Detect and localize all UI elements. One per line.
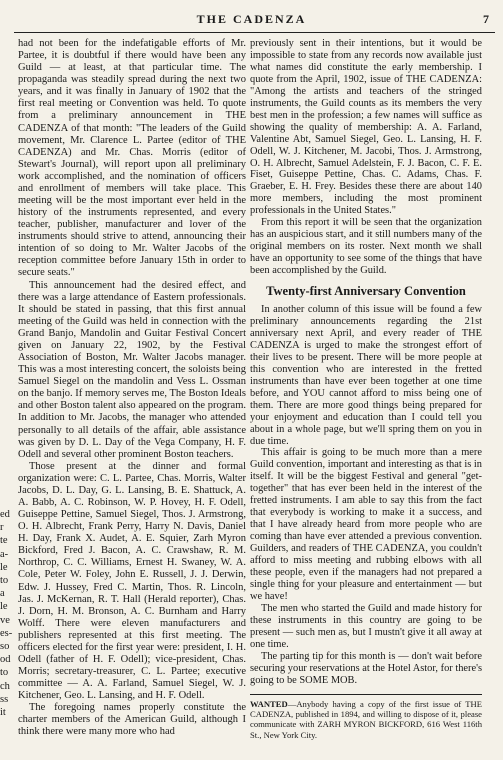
paragraph: This announcement had the desired effect, and there was a large attendance of Eastern professionals. It should be stated in passing, that this first annual meeting of the Guild was held in connection with the Grand Banjo, Mandolin and Guitar Festival Concert given on January 22, 1902, by the Festival Association of Boston, Mr. Walter Jacobs manager. This was a most interesting concert, the soloists being Samuel Siegel on the mandolin and Vess L. Ossman on the banjo. If memory serves me, The Boston Ideals and other Boston talent also appeared on the program. In addition to Mr. Jacobs, the manager who attended personally to all details of the affair, able assistance was given by D. L. Day of the Vega Company, H. F. Odell and several other prominent Boston teachers.: [18, 279, 246, 460]
page-number: 7: [483, 12, 489, 26]
paragraph: The parting tip for this month is — don't wait before securing your reservations at the Hotel Astor, for there's going to be SOME MOB.: [250, 650, 483, 686]
notice-text: —Anybody having a copy of the first issue of THE CADENZA, published in 1894, and willing to dispose of it, please communicate with ZARH MYRON BICKFORD, 616 West 116th St., New York City.: [250, 699, 482, 740]
page-header: [0, 12, 503, 30]
notice-lead: WANTED: [250, 699, 288, 709]
paragraph: Those present at the dinner and formal organization were: C. L. Partee, Chas. Morris, Walter Jacobs, D. L. Day, G. L. Lansing, B. E. Shattuck, A. A. Babb, A. C. Robinson, W. P. Hovey, H. F. Odell, Guiseppe Pettine, Samuel Siegel, Thos. J. Armstrong, O. H. Albrecht, Frank Perry, Harry N. Davis, Daniel H. Day, Frank X. Audet, A. E. Squier, Zarh Myron Bickford, Fred J. Bacon, A. C. Crawshaw, R. M. Northrop, C. C. Williams, Ernest H. Swaney, W. A. Cole, Peter W. Foley, John E. Russell, J. J. Derwin, Edw. J. Hussey, Fred C. Martin, Thos. R. Lincoln, Jas. J. McKernan, R. T. Hall (Herald reporter), Chas. J. Dorn, H. M. Bronson, A. C. Burnham and Harry Wolff. There were eleven manufacturers and publishers represented at this first meeting. The officers elected for the first year were: president, I. H. Odell (father of H. F. Odell); vice-president, Chas. Morris; secretary-treasurer, C. L. Partee; executive committee — A. A. Farland, Samuel Siegel, W. J. Kitchener, Geo. L. Lansing, and H. F. Odell.: [18, 460, 246, 702]
left-column: [18, 38, 246, 739]
right-column: [250, 38, 482, 687]
section-heading: Twenty-first Anniversary Convention: [266, 284, 466, 299]
paragraph: This affair is going to be much more than a mere Guild convention, important and interesting as that is in itself. It will be the biggest Festival and general "get-together" that has ever been held in the interest of the fretted instruments. I am able to say this from the fact that everybody is working to make it a success, and that I have already heard from more people who are coming than have ever attended a previous convention. Guilders, and readers of THE CADENZA, you couldn't afford to miss meeting and rubbing elbows with all these people, even if the managers had not prepared a single thing for your pleasure and entertainment — but we have!: [250, 447, 482, 602]
wanted-notice: [250, 694, 482, 740]
paragraph: In another column of this issue will be found a few preliminary announcements regarding the 21st anniversary next April, and every reader of THE CADENZA is urged to make the strongest effort of their lives to be present. There will be more people at this convention who are interested in the fretted instruments than have ever been together at one time before, and YOU cannot afford to miss being one of them. There are more good things being prepared for your enjoyment and education than I could tell you about in a whole page, but we'll spring them on you in due time.: [250, 304, 482, 447]
paragraph: The foregoing names properly constitute the charter members of the American Guild, although I think there were many more who had: [18, 702, 246, 738]
header-rule: [14, 32, 495, 33]
paragraph: The men who started the Guild and made history for these instruments in this country are going to be present — such men as, but I mustn't give it all away at one time.: [250, 602, 482, 650]
paragraph: From this report it will be seen that the organization has an auspicious start, and it still numbers many of the original members on its roster. Next month we shall have an opportunity to see some of the things that have been accomplished by the Guild.: [250, 217, 482, 277]
magazine-title: THE CADENZA: [196, 12, 307, 26]
paragraph: previously sent in their intentions, but it would be impossible to state from any records now available just what names did constitute the early membership. I quote from the April, 1902, issue of THE CADENZA: "Among the artists and teachers of the stringed instruments, the Guild counts as its members the very best men in the profession; a few names will suffice as showing the quality of membership: A. A. Farland, Valentine Abt, Samuel Siegel, Geo. L. Lansing, H. F. Odell, W. J. Kitchener, M. Jacobi, Thos. J. Armstrong, O. H. Albrecht, Samuel Adelstein, F. J. Bacon, C. F. E. Fiset, Guiseppe Pettine, Chas. C. Adams, Chas. F. Graeber, E. H. Frey. Besides these there are about 140 more members, including the most prominent professionals in the United States.": [250, 38, 482, 217]
paragraph: had not been for the indefatigable efforts of Mr. Partee, it is doubtful if there would have been any Guild — at least, at that particular time. The propaganda was steadily spread during the next two years, and it was finally in January of 1902 that the first real meeting or Convention was held. To quote from a preliminary announcement in THE CADENZA of that month: "The leaders of the Guild movement, Mr. Clarence L. Partee (editor of THE CADENZA) and Mr. Chas. Morris (editor of Stewart's Journal), will report upon all preliminary work accomplished, and the nomination of officers and enrollment of members will take place. This meeting will be the most important ever held in the history of the instruments represented, and every teacher, publisher, manufacturer and lover of the instruments should strive to attend, announcing their intention of so doing to Mr. Walter Jacobs of the reception committee before January 15th in order to secure seats.": [18, 38, 246, 279]
adjacent-page-fragment: ed r te a- le to a le ve es- so od to ch ss it: [0, 509, 13, 719]
